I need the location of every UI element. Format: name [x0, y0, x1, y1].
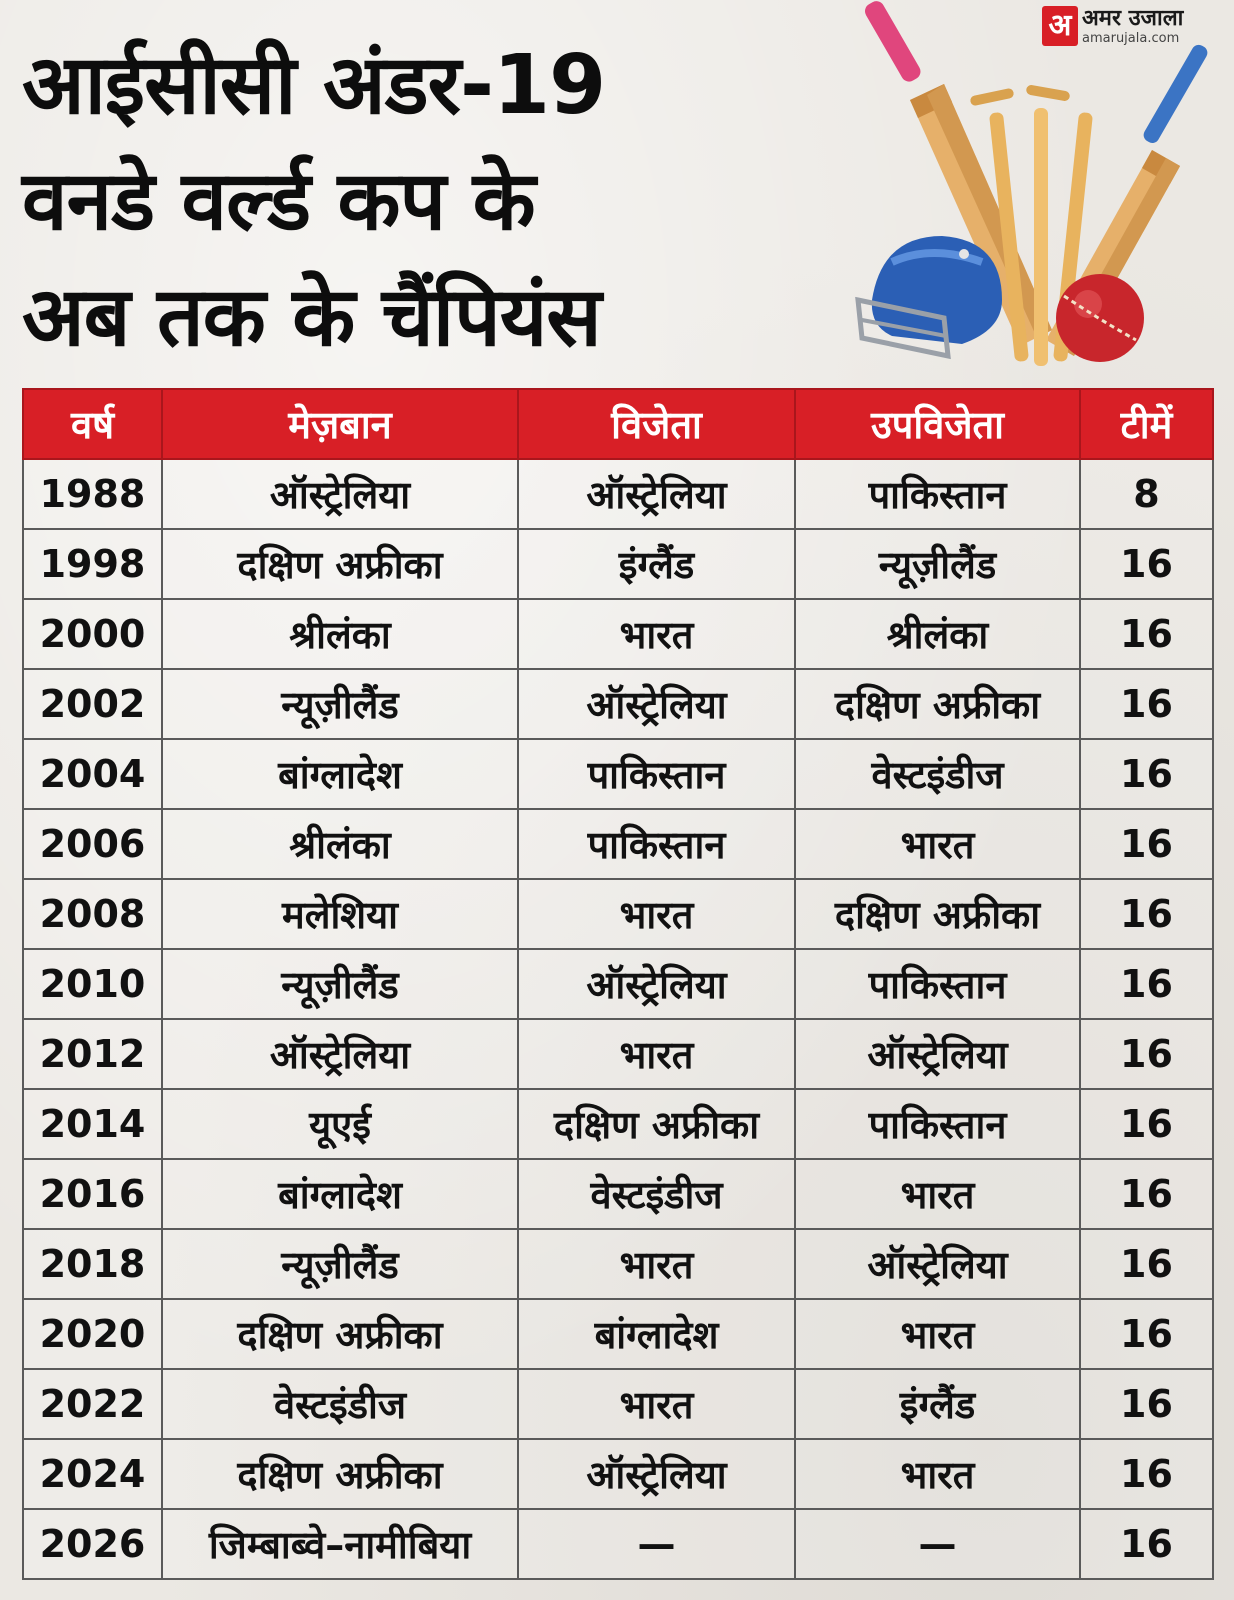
table-row: [23, 529, 1213, 599]
host-cell: न्यूज़ीलैंड: [162, 1229, 518, 1299]
runner-up-cell: पाकिस्तान: [795, 459, 1080, 529]
year-cell: 2012: [23, 1019, 162, 1089]
runner-up-cell: पाकिस्तान: [795, 949, 1080, 1019]
runner-up-cell: —: [795, 1509, 1080, 1579]
year-cell: 2002: [23, 669, 162, 739]
page-title: [22, 28, 822, 376]
champions-table: [22, 388, 1214, 1580]
teams-cell: 8: [1080, 459, 1213, 529]
teams-cell: 16: [1080, 1509, 1213, 1579]
year-cell: 2004: [23, 739, 162, 809]
winner-cell: दक्षिण अफ्रीका: [518, 1089, 795, 1159]
table-row: [23, 809, 1213, 879]
winner-cell: बांग्लादेश: [518, 1299, 795, 1369]
runner-up-cell: भारत: [795, 1159, 1080, 1229]
runner-up-cell: भारत: [795, 1299, 1080, 1369]
year-cell: 1998: [23, 529, 162, 599]
title-line-1: आईसीसी अंडर-19: [22, 38, 606, 133]
teams-cell: 16: [1080, 739, 1213, 809]
table-row: [23, 1089, 1213, 1159]
table-header-row: [23, 389, 1213, 459]
logo-url: amarujala.com: [1082, 30, 1180, 46]
year-cell: 2020: [23, 1299, 162, 1369]
teams-cell: 16: [1080, 529, 1213, 599]
table-body: [23, 459, 1213, 1579]
cricket-illustration: [852, 0, 1234, 380]
year-cell: 2010: [23, 949, 162, 1019]
runner-up-cell: न्यूज़ीलैंड: [795, 529, 1080, 599]
host-cell: बांग्लादेश: [162, 1159, 518, 1229]
teams-cell: 16: [1080, 1159, 1213, 1229]
teams-cell: 16: [1080, 1019, 1213, 1089]
winner-cell: —: [518, 1509, 795, 1579]
table-row: [23, 1019, 1213, 1089]
teams-cell: 16: [1080, 1229, 1213, 1299]
winner-cell: ऑस्ट्रेलिया: [518, 949, 795, 1019]
runner-up-cell: दक्षिण अफ्रीका: [795, 879, 1080, 949]
runner-up-cell: भारत: [795, 809, 1080, 879]
runner-up-cell: ऑस्ट्रेलिया: [795, 1019, 1080, 1089]
year-cell: 2014: [23, 1089, 162, 1159]
runner-up-cell: इंग्लैंड: [795, 1369, 1080, 1439]
teams-cell: 16: [1080, 949, 1213, 1019]
table-row: [23, 459, 1213, 529]
winner-cell: पाकिस्तान: [518, 809, 795, 879]
table-row: [23, 599, 1213, 669]
year-cell: 2000: [23, 599, 162, 669]
year-cell: 2024: [23, 1439, 162, 1509]
year-cell: 2022: [23, 1369, 162, 1439]
runner-up-cell: वेस्टइंडीज: [795, 739, 1080, 809]
host-cell: दक्षिण अफ्रीका: [162, 529, 518, 599]
table-row: [23, 1509, 1213, 1579]
table-row: [23, 739, 1213, 809]
winner-cell: वेस्टइंडीज: [518, 1159, 795, 1229]
host-cell: दक्षिण अफ्रीका: [162, 1299, 518, 1369]
host-cell: ऑस्ट्रेलिया: [162, 459, 518, 529]
header-winner: विजेता: [518, 389, 795, 459]
winner-cell: इंग्लैंड: [518, 529, 795, 599]
cricket-ball-icon: [1056, 274, 1144, 362]
year-cell: 2006: [23, 809, 162, 879]
table-row: [23, 949, 1213, 1019]
year-cell: 2018: [23, 1229, 162, 1299]
header-runner-up: उपविजेता: [795, 389, 1080, 459]
host-cell: बांग्लादेश: [162, 739, 518, 809]
table-row: [23, 669, 1213, 739]
host-cell: न्यूज़ीलैंड: [162, 669, 518, 739]
year-cell: 2008: [23, 879, 162, 949]
year-cell: 2016: [23, 1159, 162, 1229]
winner-cell: भारत: [518, 1019, 795, 1089]
table-row: [23, 1369, 1213, 1439]
runner-up-cell: भारत: [795, 1439, 1080, 1509]
winner-cell: ऑस्ट्रेलिया: [518, 669, 795, 739]
table-row: [23, 1159, 1213, 1229]
runner-up-cell: पाकिस्तान: [795, 1089, 1080, 1159]
helmet-icon: [858, 236, 1002, 356]
winner-cell: पाकिस्तान: [518, 739, 795, 809]
runner-up-cell: दक्षिण अफ्रीका: [795, 669, 1080, 739]
header-year: वर्ष: [23, 389, 162, 459]
host-cell: जिम्बाब्वे–नामीबिया: [162, 1509, 518, 1579]
host-cell: ऑस्ट्रेलिया: [162, 1019, 518, 1089]
title-line-3: अब तक के चैंपियंस: [22, 270, 601, 365]
teams-cell: 16: [1080, 809, 1213, 879]
teams-cell: 16: [1080, 879, 1213, 949]
header-host: मेज़बान: [162, 389, 518, 459]
table-row: [23, 1439, 1213, 1509]
host-cell: मलेशिया: [162, 879, 518, 949]
year-cell: 1988: [23, 459, 162, 529]
table-row: [23, 879, 1213, 949]
host-cell: न्यूज़ीलैंड: [162, 949, 518, 1019]
teams-cell: 16: [1080, 669, 1213, 739]
teams-cell: 16: [1080, 1369, 1213, 1439]
host-cell: दक्षिण अफ्रीका: [162, 1439, 518, 1509]
host-cell: यूएई: [162, 1089, 518, 1159]
teams-cell: 16: [1080, 1299, 1213, 1369]
host-cell: श्रीलंका: [162, 599, 518, 669]
title-line-2: वनडे वर्ल्ड कप के: [22, 154, 535, 249]
host-cell: श्रीलंका: [162, 809, 518, 879]
teams-cell: 16: [1080, 599, 1213, 669]
runner-up-cell: श्रीलंका: [795, 599, 1080, 669]
runner-up-cell: ऑस्ट्रेलिया: [795, 1229, 1080, 1299]
logo-mark: अ: [1042, 6, 1078, 46]
teams-cell: 16: [1080, 1439, 1213, 1509]
winner-cell: भारत: [518, 599, 795, 669]
table-row: [23, 1229, 1213, 1299]
winner-cell: भारत: [518, 879, 795, 949]
teams-cell: 16: [1080, 1089, 1213, 1159]
year-cell: 2026: [23, 1509, 162, 1579]
header-teams: टीमें: [1080, 389, 1213, 459]
champions-table-wrap: [22, 388, 1212, 1580]
logo-name: अमर उजाला: [1082, 5, 1184, 31]
winner-cell: ऑस्ट्रेलिया: [518, 1439, 795, 1509]
winner-cell: भारत: [518, 1369, 795, 1439]
host-cell: वेस्टइंडीज: [162, 1369, 518, 1439]
winner-cell: ऑस्ट्रेलिया: [518, 459, 795, 529]
winner-cell: भारत: [518, 1229, 795, 1299]
table-row: [23, 1299, 1213, 1369]
